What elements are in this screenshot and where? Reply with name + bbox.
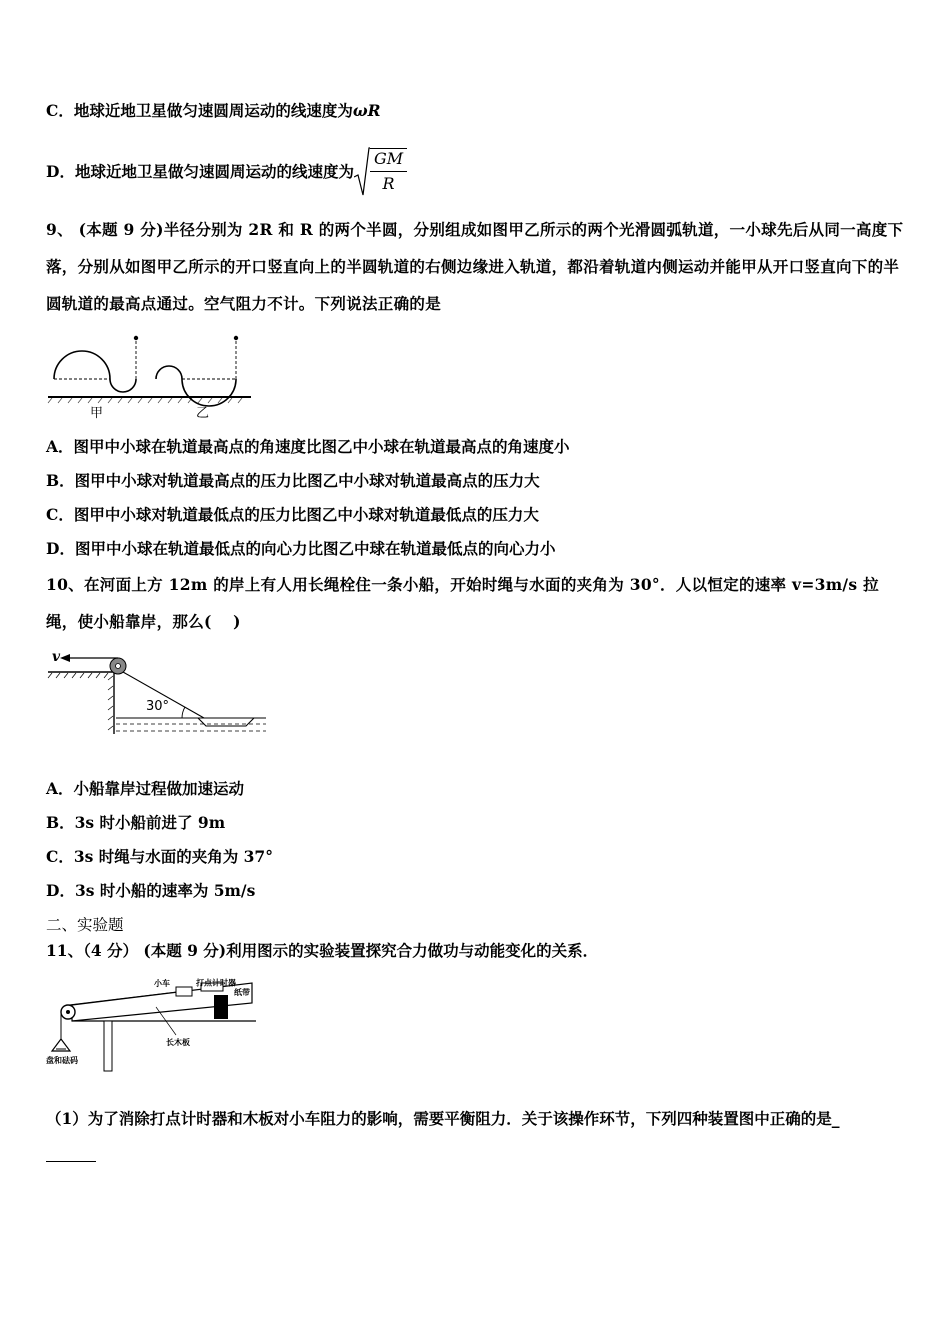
q10-option-c: C．3s 时绳与水面的夹角为 37° <box>46 847 273 866</box>
fraction-denominator: R <box>382 174 395 193</box>
q9-option-c: C．图甲中小球对轨道最低点的压力比图乙中小球对轨道最低点的压力大 <box>46 505 539 524</box>
q9-option-b: B．图甲中小球对轨道最高点的压力比图乙中小球对轨道最高点的压力大 <box>46 471 540 490</box>
fig-angle-label: 30° <box>146 699 170 714</box>
q10-option-a: A．小船靠岸过程做加速运动 <box>46 779 245 798</box>
q11-figure <box>46 977 261 1077</box>
q8-option-c-text: C．地球近地卫星做匀速圆周运动的线速度为 <box>46 101 353 120</box>
q8-option-d-text: D．地球近地卫星做匀速圆周运动的线速度为 <box>46 162 354 181</box>
q9-option-d: D．图甲中小球在轨道最低点的向心力比图乙中球在轨道最低点的向心力小 <box>46 539 556 558</box>
q10-option-d: D．3s 时小船的速率为 5m/s <box>46 881 256 900</box>
q11-sub1: （1）为了消除打点计时器和木板对小车阻力的影响，需要平衡阻力．关于该操作环节，下列四种装置图中正确的是_ <box>46 1109 840 1128</box>
q10-figure <box>46 644 271 739</box>
q10-stem: 10、在河面上方 12m 的岸上有人用长绳栓住一条小船，开始时绳与水面的夹角为 30°．人以恒定的速率 v=3m/s 拉绳，使小船靠岸，那么( ) <box>46 575 879 631</box>
q10-option-b: B．3s 时小船前进了 9m <box>46 813 226 832</box>
fig-label-car: 小车 <box>154 979 170 988</box>
answer-blank <box>46 1161 96 1162</box>
sqrt-symbol <box>354 147 407 197</box>
q8-option-c-formula: ωR <box>352 101 381 120</box>
q9-option-a: A．图甲中小球在轨道最高点的角速度比图乙中小球在轨道最高点的角速度小 <box>46 437 570 456</box>
q11-stem: 11、（4 分） (本题 9 分)利用图示的实验装置探究合力做功与动能变化的关系． <box>46 941 599 960</box>
fig-label-board: 长木板 <box>166 1038 190 1047</box>
fig-velocity-label: v <box>52 649 61 665</box>
fig-label-jia: 甲 <box>90 406 104 421</box>
q8-option-d <box>46 150 407 194</box>
fig-label-yi: 乙 <box>196 406 210 421</box>
fig-label-tape: 纸带 <box>234 988 250 997</box>
q9-figure <box>46 332 256 422</box>
q8-option-d-fraction <box>370 148 407 197</box>
fig-label-timer: 打点计时器 <box>196 978 236 988</box>
q8-option-c <box>46 101 380 121</box>
q9-stem: 9、 (本题 9 分)半径分别为 2R 和 R 的两个半圆，分别组成如图甲乙所示的两个光滑圆弧轨道，一小球先后从同一高度下落，分别从如图甲乙所示的开口竖直向上的半圆轨道的右侧边缘进入轨道，都沿着轨道内侧运动并能甲从开口竖直向下的半圆轨道的最高点通过。空气阻力不计。下列说法正确的是 <box>46 220 904 313</box>
radical-sign-icon <box>354 147 370 197</box>
section-title-experiment: 二、实验题 <box>46 916 124 934</box>
fig-label-weight: 盘和砝码 <box>46 1056 78 1065</box>
fraction-numerator: GM <box>370 149 407 172</box>
